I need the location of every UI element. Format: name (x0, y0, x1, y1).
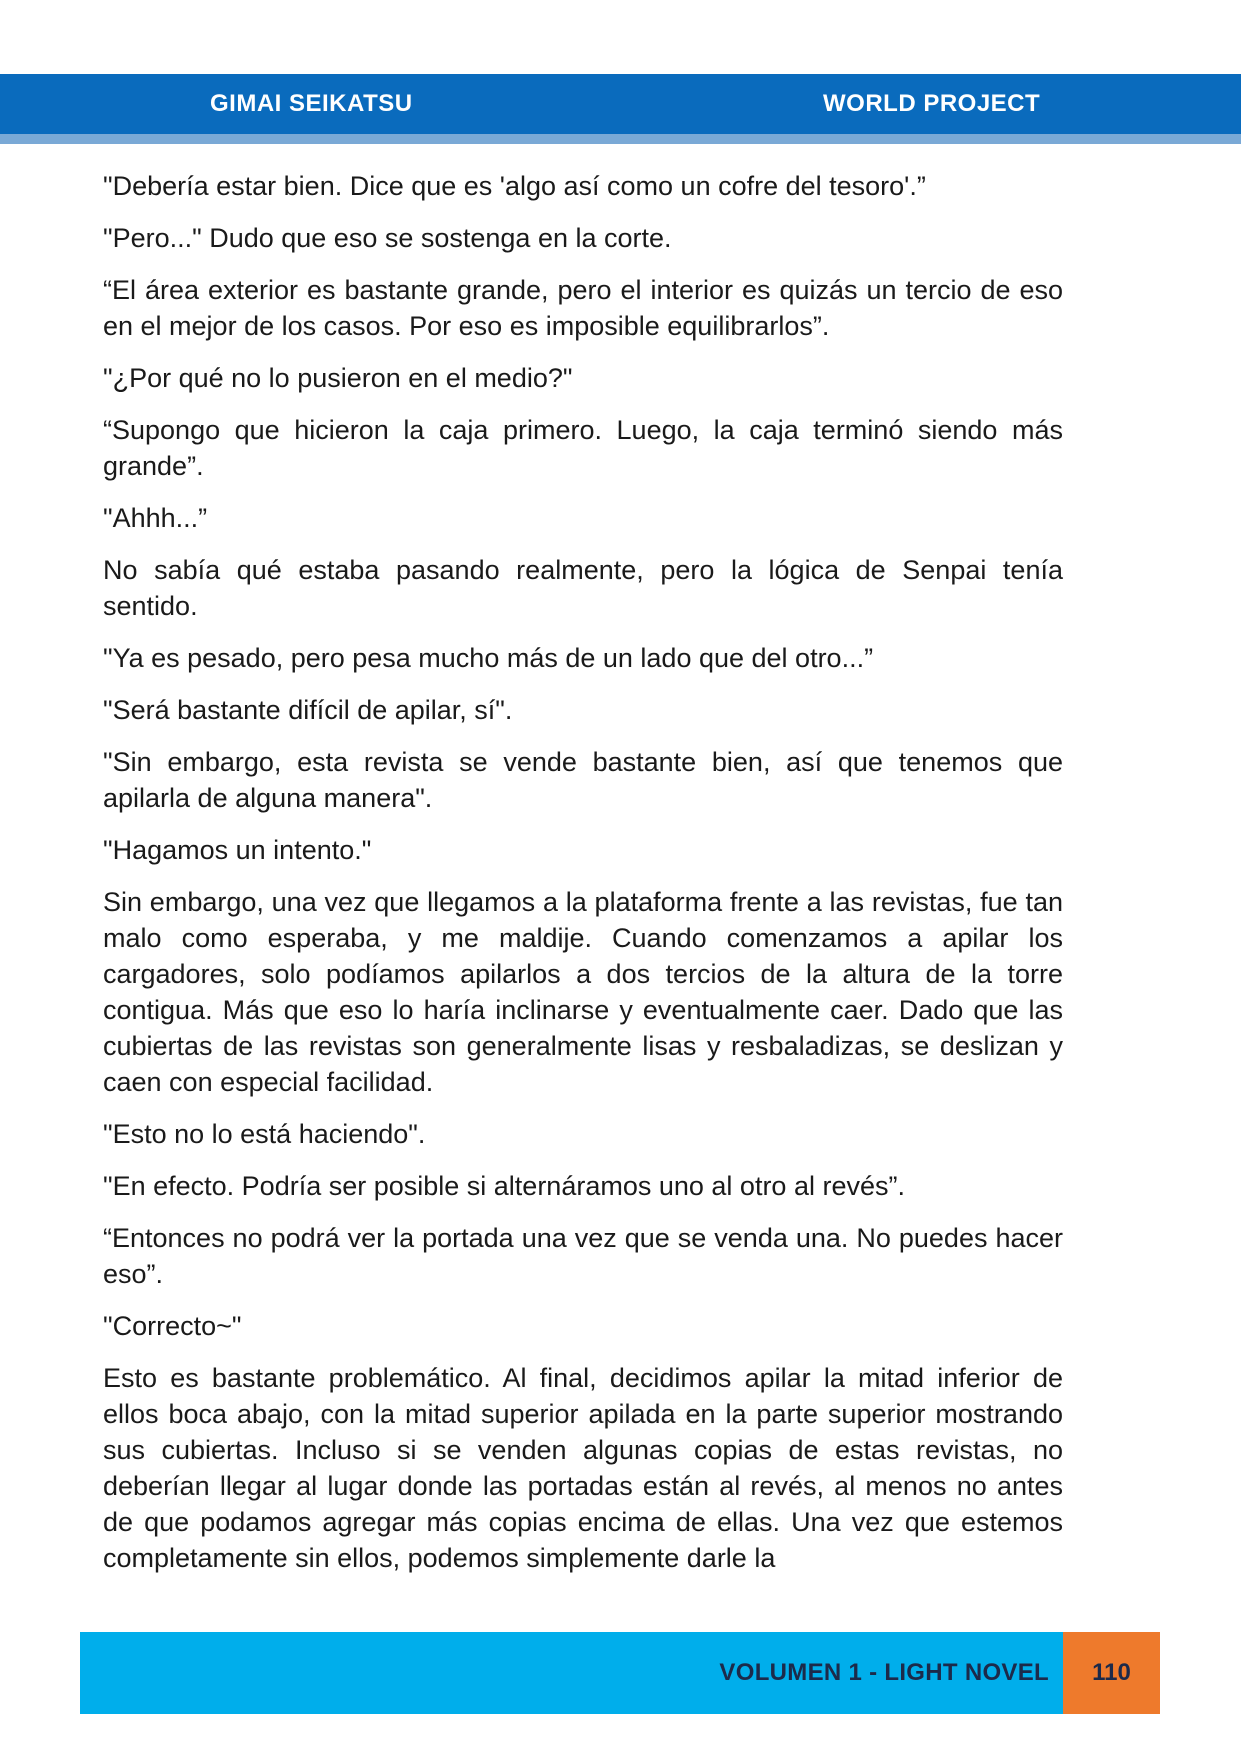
header-bar (0, 74, 1241, 134)
paragraph: "Debería estar bien. Dice que es 'algo así como un cofre del tesoro'.” (103, 171, 926, 201)
paragraph: "Esto no lo está haciendo". (103, 1119, 426, 1149)
header-stripe (0, 134, 1241, 144)
paragraph: "Sin embargo, esta revista se vende bastante bien, así que tenemos que apilarla de alguna manera". (103, 747, 1063, 813)
paragraph: "Será bastante difícil de apilar, sí". (103, 695, 513, 725)
paragraph: "Pero..." Dudo que eso se sostenga en la corte. (103, 223, 672, 253)
paragraph: No sabía qué estaba pasando realmente, pero la lógica de Senpai tenía sentido. (103, 555, 1063, 621)
page-body (103, 168, 1063, 1592)
paragraph: “Supongo que hicieron la caja primero. Luego, la caja terminó siendo más grande”. (103, 415, 1063, 481)
paragraph: “Entonces no podrá ver la portada una vez que se venda una. No puedes hacer eso”. (103, 1223, 1063, 1289)
paragraph: "Ya es pesado, pero pesa mucho más de un lado que del otro...” (103, 643, 874, 673)
header-group-title: WORLD PROJECT (823, 90, 1041, 117)
page-number: 110 (1063, 1632, 1160, 1714)
paragraph: "Correcto~" (103, 1311, 242, 1341)
paragraph: "¿Por qué no lo pusieron en el medio?" (103, 363, 573, 393)
paragraph: "Ahhh...” (103, 503, 208, 533)
paragraph: Sin embargo, una vez que llegamos a la plataforma frente a las revistas, fue tan malo como esperaba, y me maldije. Cuando comenzamos a apilar los cargadores, solo podíamos apilarlos a dos tercios de la altura de la torre contigua. Más que eso lo haría inclinarse y eventualmente caer. Dado que las cubiertas de las revistas son generalmente lisas y resbaladizas, se deslizan y caen con especial facilidad. (103, 887, 1063, 1097)
footer-volume-label: VOLUMEN 1 - LIGHT NOVEL (719, 1659, 1049, 1686)
paragraph: Esto es bastante problemático. Al final, decidimos apilar la mitad inferior de ellos boca abajo, con la mitad superior apilada en la parte superior mostrando sus cubiertas. Incluso si se venden algunas copias de estas revistas, no deberían llegar al lugar donde las portadas están al revés, al menos no antes de que podamos agregar más copias encima de ellas. Una vez que estemos completamente sin ellos, podemos simplemente darle la (103, 1363, 1063, 1573)
header-series-title: GIMAI SEIKATSU (210, 90, 413, 117)
paragraph: "En efecto. Podría ser posible si alternáramos uno al otro al revés”. (103, 1171, 905, 1201)
footer-bar (80, 1632, 1063, 1714)
paragraph: “El área exterior es bastante grande, pero el interior es quizás un tercio de eso en el mejor de los casos. Por eso es imposible equilibrarlos”. (103, 275, 1063, 341)
paragraph: "Hagamos un intento." (103, 835, 372, 865)
